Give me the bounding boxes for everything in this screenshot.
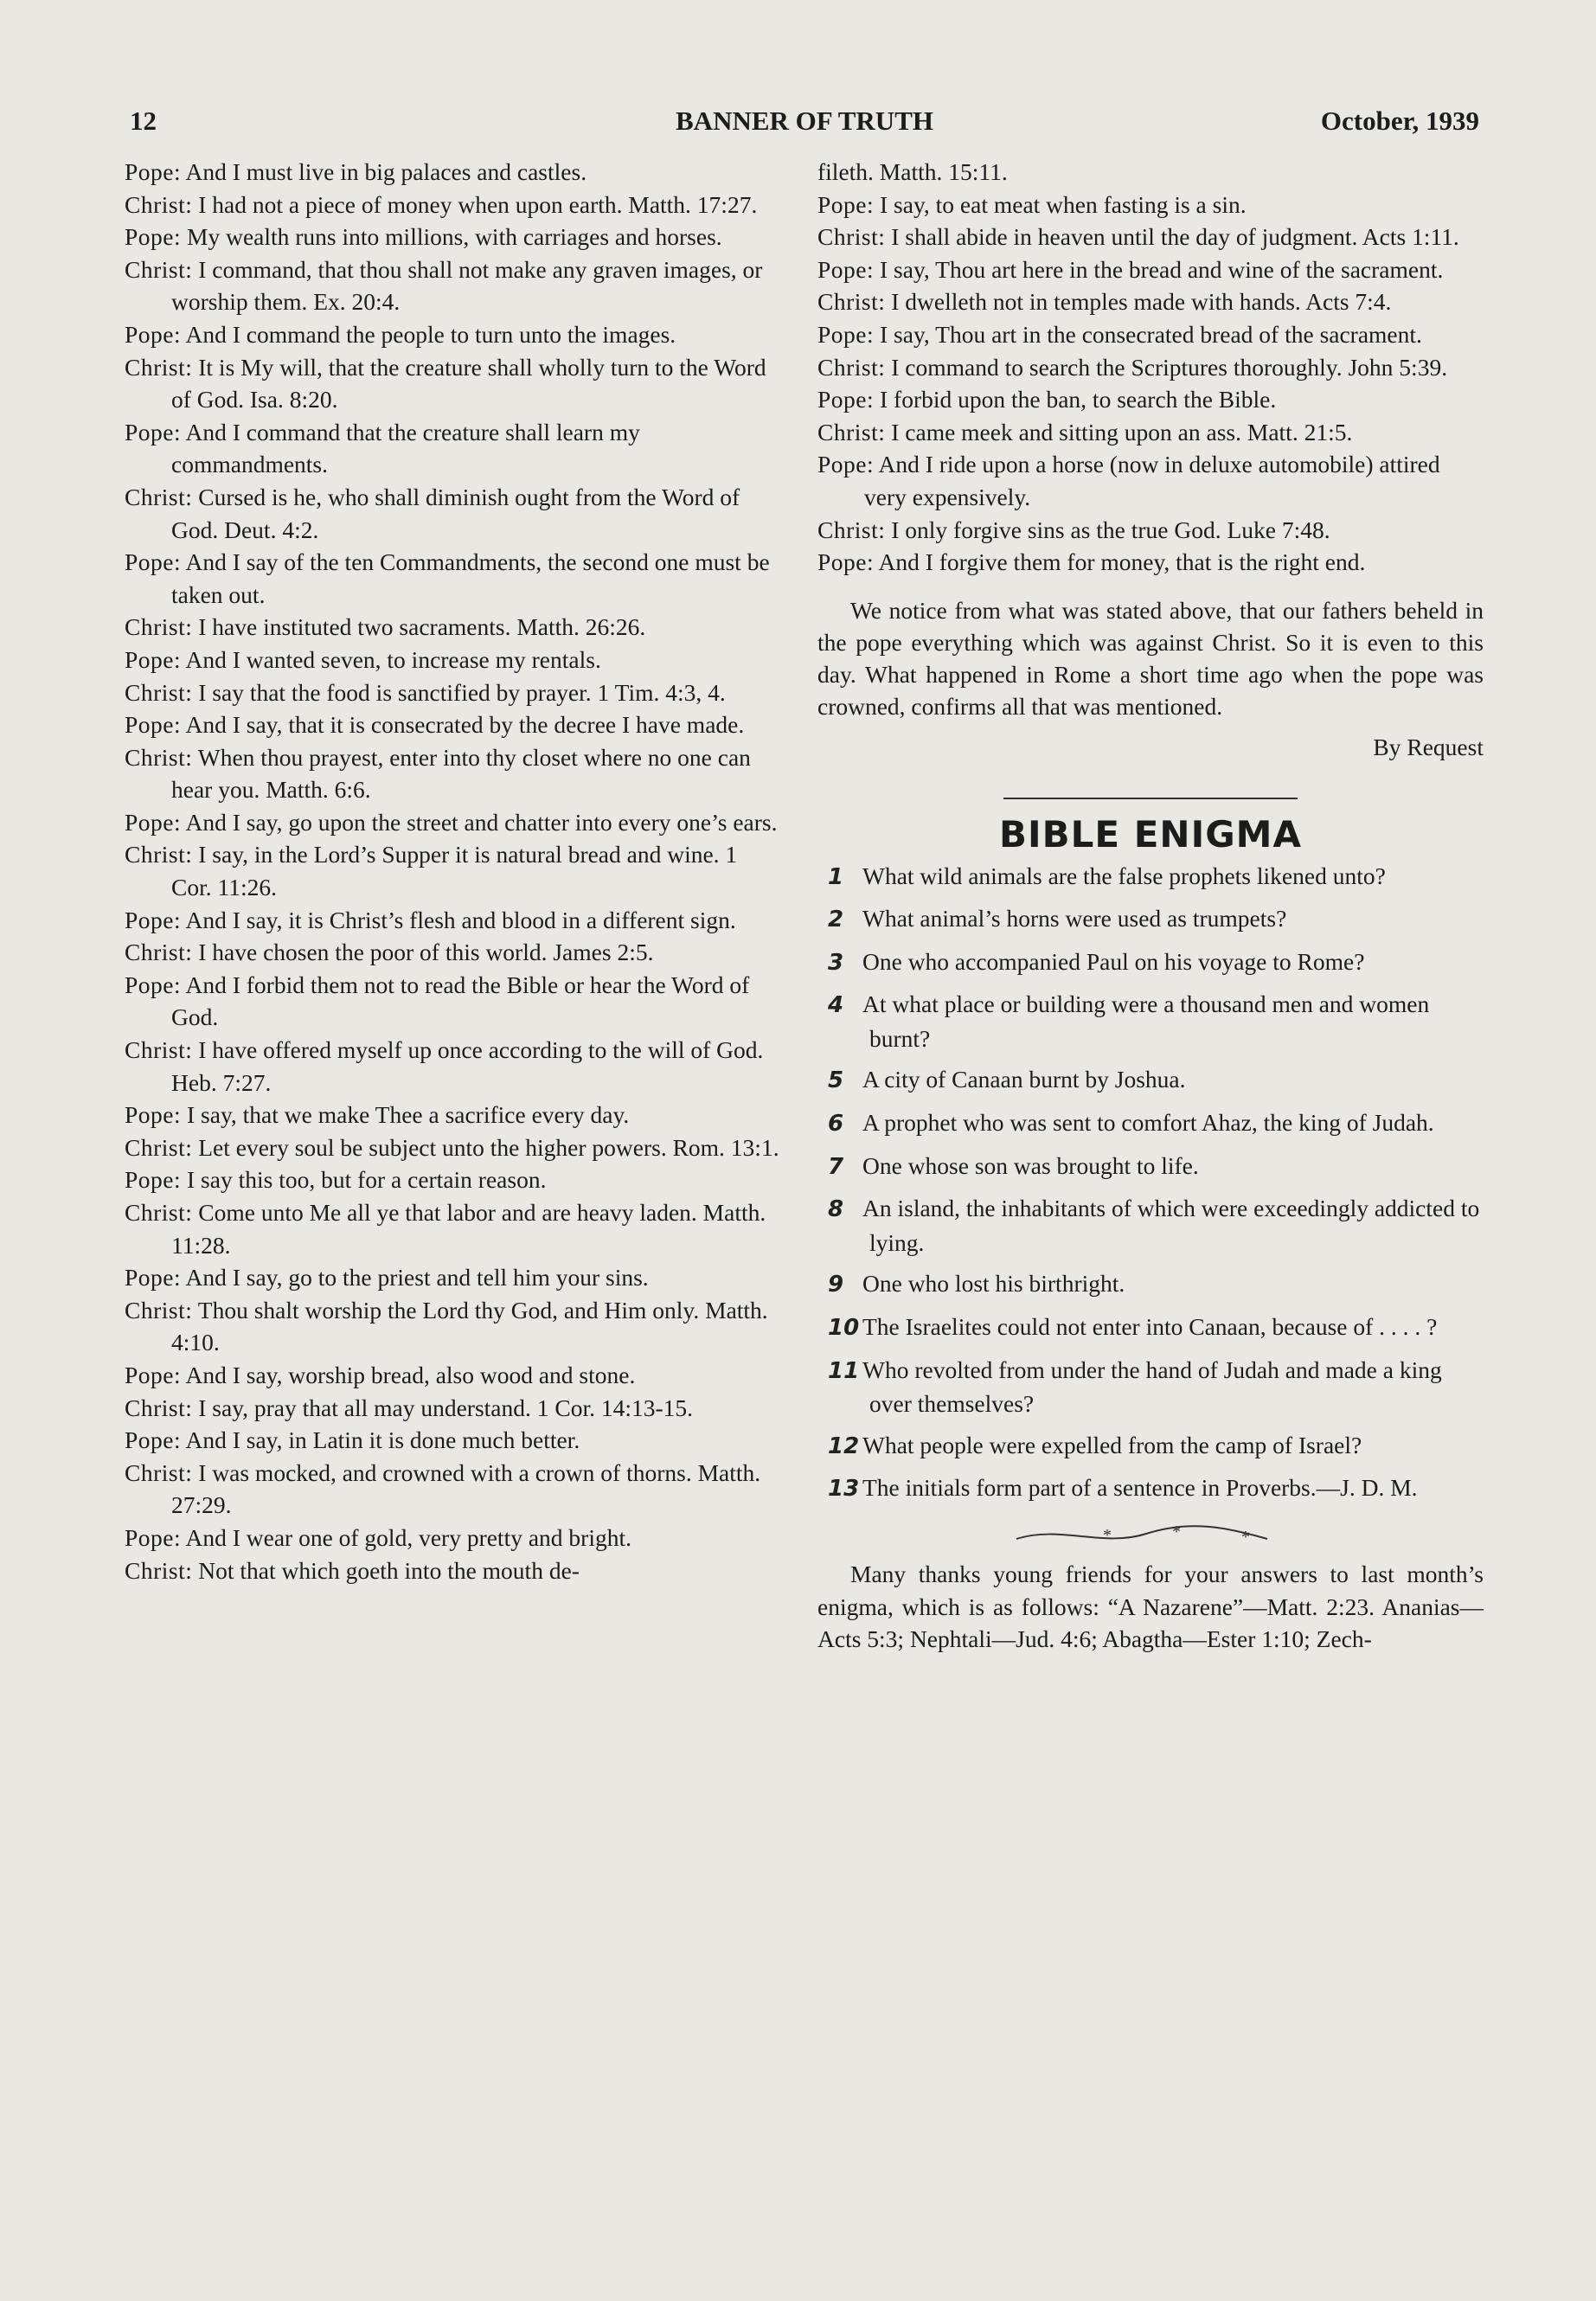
enigma-title: BIBLE ENIGMA	[999, 812, 1302, 856]
enigma-question	[817, 1354, 1484, 1420]
question-number: 9	[828, 1272, 844, 1298]
dialogue-text: And I command the people to turn unto the images.	[185, 320, 676, 348]
dialogue-text: And I say, go upon the street and chatter into every one’s ears.	[185, 808, 778, 836]
speaker-label: Christ:	[817, 418, 886, 445]
speaker-label: Pope:	[125, 223, 182, 251]
dialogue-entry	[125, 1131, 782, 1164]
dialogue-text: Come unto Me all ye that labor and are heavy laden. Matth. 11:28.	[171, 1199, 766, 1259]
question-number: 8	[828, 1196, 844, 1223]
enigma-question	[817, 988, 1484, 1054]
enigma-question	[817, 1150, 1484, 1184]
dialogue-entry	[125, 1034, 782, 1099]
enigma-question	[817, 1311, 1484, 1345]
section-divider	[817, 775, 1484, 808]
speaker-label: Pope:	[817, 451, 875, 478]
dialogue-text: I have offered myself up once according to the will of God. Heb. 7:27.	[171, 1036, 764, 1096]
speaker-label: Christ:	[125, 1458, 193, 1486]
speaker-label: Christ:	[125, 1036, 193, 1064]
dialogue-text: I say, Thou art in the consecrated bread of the sacrament.	[880, 320, 1422, 348]
dialogue-entry	[125, 611, 782, 644]
speaker-label: Pope:	[817, 255, 875, 283]
dialogue-text: My wealth runs into millions, with carriages and horses.	[187, 223, 722, 251]
dialogue-entry	[125, 1359, 782, 1392]
speaker-label: Pope:	[125, 1264, 182, 1292]
dialogue-text: And I must live in big palaces and castles.	[185, 158, 587, 185]
question-text: What people were expelled from the camp of Israel?	[862, 1431, 1362, 1458]
dialogue-entry	[125, 1457, 782, 1522]
dialogue-text: And I forbid them not to read the Bible or hear the Word of God.	[171, 971, 750, 1031]
issue-date: October, 1939	[1320, 106, 1479, 136]
page-number: 12	[130, 106, 157, 136]
dialogue-entry	[125, 838, 782, 903]
enigma-question	[817, 1192, 1484, 1259]
dialogue-text: I say this too, but for a certain reason.	[187, 1166, 547, 1194]
dialogue-entry	[125, 676, 782, 709]
dialogue-entry	[817, 285, 1484, 318]
speaker-label: Pope:	[817, 548, 875, 576]
dialogue-text: I command, that thou shall not make any graven images, or worship them. Ex. 20:4.	[171, 255, 763, 316]
publication-title: BANNER OF TRUTH	[676, 106, 933, 136]
speaker-label: Pope:	[817, 386, 875, 413]
speaker-label: Christ:	[125, 1556, 193, 1584]
question-text: Who revolted from under the hand of Judah and made a king over themselves?	[862, 1356, 1442, 1418]
question-text: One who accompanied Paul on his voyage to Rome?	[862, 947, 1365, 975]
speaker-label: Christ:	[125, 743, 193, 771]
divider-rule	[1003, 798, 1298, 799]
continuation-line: fileth. Matth. 15:11.	[817, 158, 1008, 185]
speaker-label: Pope:	[125, 1426, 182, 1454]
speaker-label: Pope:	[125, 808, 182, 836]
enigma-question-list	[817, 860, 1484, 1507]
speaker-label: Christ:	[817, 353, 886, 381]
enigma-question	[817, 945, 1484, 980]
svg-text:*: *	[1103, 1526, 1112, 1545]
enigma-question	[817, 1471, 1484, 1506]
dialogue-entry	[125, 351, 782, 416]
question-number: 3	[828, 949, 844, 976]
dialogue-entry	[817, 253, 1484, 286]
speaker-label: Pope:	[125, 711, 182, 739]
dialogue-entry	[125, 806, 782, 839]
dialogue-text: And I command that the creature shall learn my commandments.	[171, 418, 640, 478]
speaker-label: Christ:	[125, 1133, 193, 1161]
dialogue-text: I say, Thou art here in the bread and wine of the sacrament.	[880, 255, 1444, 283]
dialogue-text: I had not a piece of money when upon earth. Matth. 17:27.	[198, 190, 758, 218]
speaker-label: Pope:	[125, 906, 182, 933]
speaker-label: Christ:	[125, 483, 193, 510]
speaker-label: Christ:	[125, 255, 193, 283]
speaker-label: Pope:	[125, 1166, 182, 1194]
enigma-question	[817, 860, 1484, 894]
dialogue-text: I say, pray that all may understand. 1 Cor. 14:13-15.	[198, 1394, 694, 1421]
question-number: 11	[828, 1357, 860, 1384]
dialogue-text: When thou prayest, enter into thy closet where no one can hear you. Matth. 6:6.	[171, 743, 751, 804]
dialogue-entry	[125, 1196, 782, 1261]
speaker-label: Christ:	[125, 841, 193, 868]
dialogue-text: I forbid upon the ban, to search the Bible.	[880, 386, 1277, 413]
question-text: One who lost his birthright.	[862, 1270, 1125, 1298]
speaker-label: Pope:	[125, 645, 182, 673]
question-text: What wild animals are the false prophets likened unto?	[862, 862, 1386, 889]
question-number: 6	[828, 1111, 844, 1138]
question-number: 2	[828, 907, 844, 933]
dialogue-text: And I say, that it is consecrated by the decree I have made.	[185, 711, 745, 739]
dialogue-text: And I say, it is Christ’s flesh and blood in a different sign.	[185, 906, 736, 933]
question-text: At what place or building were a thousand men and women burnt?	[862, 990, 1430, 1052]
question-text: What animal’s horns were used as trumpets?	[862, 905, 1287, 933]
dialogue-text: And I wanted seven, to increase my rentals.	[185, 645, 601, 673]
dialogue-entry	[125, 1294, 782, 1359]
speaker-label: Christ:	[125, 613, 193, 641]
enigma-question	[817, 1106, 1484, 1141]
dialogue-entry	[125, 221, 782, 253]
dialogue-entry	[125, 1522, 782, 1554]
dialogue-text: I came meek and sitting upon an ass. Matt. 21:5.	[891, 418, 1353, 445]
decorative-flourish	[817, 1522, 1484, 1553]
dialogue-text: And I say, go to the priest and tell him your sins.	[185, 1264, 649, 1292]
speaker-label: Pope:	[125, 1523, 182, 1551]
speaker-label: Christ:	[125, 1199, 193, 1226]
dialogue-entry	[817, 514, 1484, 547]
dialogue-entry	[125, 644, 782, 676]
dialogue-text: I say, in the Lord’s Supper it is natural bread and wine. 1 Cor. 11:26.	[171, 841, 738, 901]
byline: By Request	[1373, 733, 1484, 760]
dialogue-entry	[125, 318, 782, 351]
dialogue-text: And I wear one of gold, very pretty and bright.	[185, 1523, 631, 1551]
enigma-question	[817, 1429, 1484, 1464]
question-number: 1	[828, 863, 844, 890]
dialogue-entry	[125, 1392, 782, 1425]
dialogue-entry	[817, 189, 1484, 221]
dialogue-text: I say, that we make Thee a sacrifice every day.	[187, 1101, 630, 1129]
left-column	[125, 156, 782, 1586]
dialogue-entry	[817, 383, 1484, 416]
closing-paragraph: We notice from what was stated above, that our fathers beheld in the pope everything which was against Christ. So it is even to this day. What happened in Rome a short time ago when the pope was crowned, confirms all that was mentioned.	[817, 596, 1484, 720]
dialogue-text: I have chosen the poor of this world. James 2:5.	[198, 939, 654, 966]
speaker-label: Christ:	[817, 516, 886, 543]
dialogue-text: Thou shalt worship the Lord thy God, and Him only. Matth. 4:10.	[171, 1296, 768, 1356]
dialogue-entry	[125, 416, 782, 481]
question-number: 10	[828, 1315, 860, 1342]
dialogue-entry	[817, 546, 1484, 579]
enigma-question	[817, 1063, 1484, 1098]
question-text: The initials form part of a sentence in Proverbs.—J. D. M.	[862, 1474, 1418, 1502]
question-number: 4	[828, 992, 844, 1019]
speaker-label: Christ:	[817, 223, 886, 251]
dialogue-entry	[125, 708, 782, 741]
svg-text:*: *	[1241, 1528, 1250, 1547]
dialogue-text: I have instituted two sacraments. Matth. 26:26.	[198, 613, 646, 641]
dialogue-text: I shall abide in heaven until the day of judgment. Acts 1:11.	[891, 223, 1459, 251]
dialogue-entry	[125, 253, 782, 318]
question-text: A prophet who was sent to comfort Ahaz, the king of Judah.	[862, 1109, 1434, 1137]
speaker-label: Pope:	[125, 158, 182, 185]
dialogue-entry	[125, 741, 782, 806]
speaker-label: Christ:	[125, 939, 193, 966]
dialogue-entry	[125, 936, 782, 969]
dialogue-text: And I ride upon a horse (now in deluxe automobile) attired very expensively.	[864, 451, 1440, 510]
dialogue-entry	[125, 1554, 782, 1587]
dialogue-text: I was mocked, and crowned with a crown of thorns. Matth. 27:29.	[171, 1458, 761, 1519]
dialogue-entry	[125, 904, 782, 937]
dialogue-entry	[125, 156, 782, 189]
dialogue-entry	[125, 481, 782, 546]
question-number: 13	[828, 1476, 860, 1503]
speaker-label: Christ:	[125, 678, 193, 706]
enigma-question	[817, 902, 1484, 937]
question-number: 5	[828, 1067, 844, 1094]
question-text: An island, the inhabitants of which were exceedingly addicted to lying.	[862, 1195, 1480, 1256]
dialogue-entry	[817, 416, 1484, 449]
right-column	[817, 156, 1484, 1656]
question-number: 7	[828, 1153, 844, 1180]
question-text: A city of Canaan burnt by Joshua.	[862, 1066, 1186, 1093]
speaker-label: Pope:	[125, 548, 182, 576]
dialogue-entry	[817, 221, 1484, 253]
enigma-question	[817, 1267, 1484, 1302]
dialogue-entry	[125, 1261, 782, 1294]
dialogue-text: Not that which goeth into the mouth de-	[198, 1556, 580, 1584]
speaker-label: Pope:	[125, 1361, 182, 1388]
dialogue-entry	[817, 351, 1484, 384]
speaker-label: Pope:	[125, 320, 182, 348]
dialogue-text: Let every soul be subject unto the higher powers. Rom. 13:1.	[198, 1133, 779, 1161]
dialogue-text: I command to search the Scriptures thoroughly. John 5:39.	[891, 353, 1448, 381]
speaker-label: Christ:	[125, 190, 193, 218]
speaker-label: Pope:	[125, 1101, 182, 1129]
dialogue-text: It is My will, that the creature shall wholly turn to the Word of God. Isa. 8:20.	[171, 353, 766, 413]
speaker-label: Christ:	[125, 353, 193, 381]
speaker-label: Christ:	[125, 1296, 193, 1324]
speaker-label: Christ:	[125, 1394, 193, 1421]
dialogue-text: Cursed is he, who shall diminish ought from the Word of God. Deut. 4:2.	[171, 483, 740, 543]
speaker-label: Christ:	[817, 288, 886, 316]
svg-text:*: *	[1172, 1522, 1181, 1541]
dialogue-entry	[817, 318, 1484, 351]
dialogue-text: And I say, worship bread, also wood and stone.	[185, 1361, 636, 1388]
thanks-paragraph: Many thanks young friends for your answers to last month’s enigma, which is as follows: “A Nazarene”—Matt. 2:23. Ananias—Acts 5:3; Nephtali—Jud. 4:6; Abagtha—Ester 1:10; Zech-	[817, 1561, 1484, 1653]
dialogue-entry	[125, 1424, 782, 1457]
speaker-label: Pope:	[817, 320, 875, 348]
dialogue-text: I say, to eat meat when fasting is a sin.	[880, 190, 1247, 218]
dialogue-text: I dwelleth not in temples made with hands. Acts 7:4.	[891, 288, 1392, 316]
speaker-label: Pope:	[817, 190, 875, 218]
dialogue-text: And I say, in Latin it is done much better.	[185, 1426, 580, 1454]
question-text: One whose son was brought to life.	[862, 1151, 1199, 1179]
dialogue-entry	[817, 448, 1484, 513]
dialogue-entry	[125, 546, 782, 611]
dialogue-list-right	[817, 189, 1484, 579]
dialogue-text: And I forgive them for money, that is the right end.	[878, 548, 1366, 576]
question-number: 12	[828, 1433, 860, 1459]
dialogue-entry	[125, 969, 782, 1034]
dialogue-entry	[125, 1163, 782, 1196]
dialogue-text: And I say of the ten Commandments, the second one must be taken out.	[171, 548, 770, 608]
running-header	[130, 106, 1479, 137]
dialogue-text: I say that the food is sanctified by prayer. 1 Tim. 4:3, 4.	[198, 678, 726, 706]
dialogue-entry	[125, 189, 782, 221]
speaker-label: Pope:	[125, 418, 182, 445]
dialogue-text: I only forgive sins as the true God. Luke 7:48.	[891, 516, 1330, 543]
dialogue-entry	[125, 1099, 782, 1131]
speaker-label: Pope:	[125, 971, 182, 998]
question-text: The Israelites could not enter into Canaan, because of . . . . ?	[862, 1313, 1438, 1341]
